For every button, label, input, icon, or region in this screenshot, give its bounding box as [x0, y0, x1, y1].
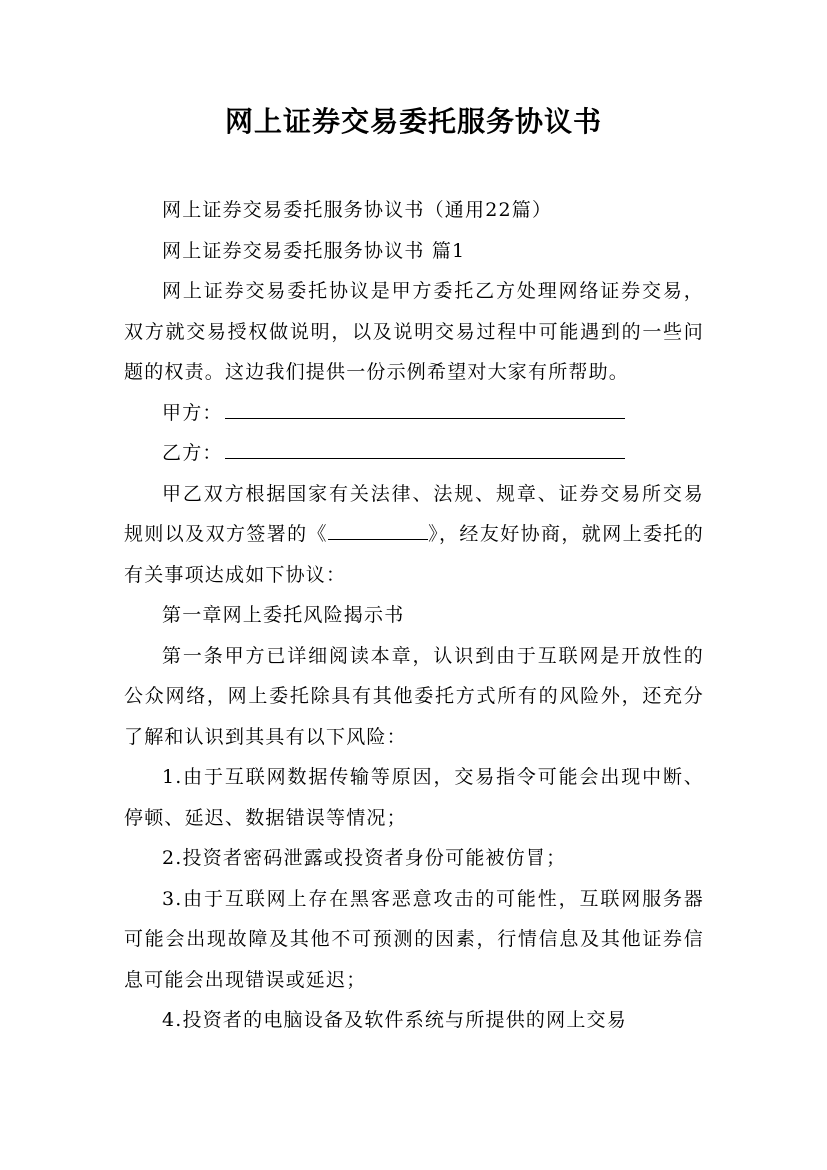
- party-a-label: 甲方：: [162, 401, 223, 424]
- party-b-blank: [225, 436, 625, 459]
- risk-item-4: 4.投资者的电脑设备及软件系统与所提供的网上交易: [162, 1009, 627, 1031]
- article-1: 第一条甲方已详细阅读本章，认识到由于互联网是开放性的公众网络，网上委托除具有其他委托方式所有的风险外，还充分了解和认识到其具有以下风险：: [124, 644, 704, 748]
- party-b-label: 乙方：: [162, 442, 223, 464]
- agreement-basis-before: 甲乙双方根据国家有关法律、法规、规章、证券交易所交易规则以及双方签署的《: [124, 482, 704, 545]
- paragraph-heading-collection: 网上证券交易委托服务协议书（通用22篇）: [162, 199, 553, 221]
- party-a-blank: [225, 396, 625, 419]
- document-title: 网上证券交易委托服务协议书: [224, 105, 602, 138]
- risk-item-2: 2.投资者密码泄露或投资者身份可能被仿冒；: [162, 847, 567, 869]
- party-a-line: [124, 393, 704, 434]
- agreement-basis-after: 》，经友好协商，就网上委托的有关事项达成如下协议：: [124, 523, 704, 586]
- paragraph-heading-part-1: 网上证券交易委托服务协议书 篇1: [162, 239, 466, 262]
- chapter-heading: 第一章网上委托风险揭示书: [162, 604, 405, 626]
- risk-item-3: 3.由于互联网上存在黑客恶意攻击的可能性，互联网服务器可能会出现故障及其他不可预测的因素，行情信息及其他证券信息可能会出现错误或延迟；: [124, 887, 704, 991]
- risk-item-1: 1.由于互联网数据传输等原因，交易指令可能会出现中断、停顿、延迟、数据错误等情况；: [124, 766, 704, 829]
- paragraph-agreement-basis: [124, 474, 704, 596]
- paragraph-intro: 网上证券交易委托协议是甲方委托乙方处理网络证券交易，双方就交易授权做说明，以及说明交易过程中可能遇到的一些问题的权责。这边我们提供一份示例希望对大家有所帮助。: [124, 280, 704, 383]
- party-b-line: [124, 433, 704, 474]
- agreement-name-blank: [328, 517, 428, 540]
- document-body: [124, 190, 704, 1041]
